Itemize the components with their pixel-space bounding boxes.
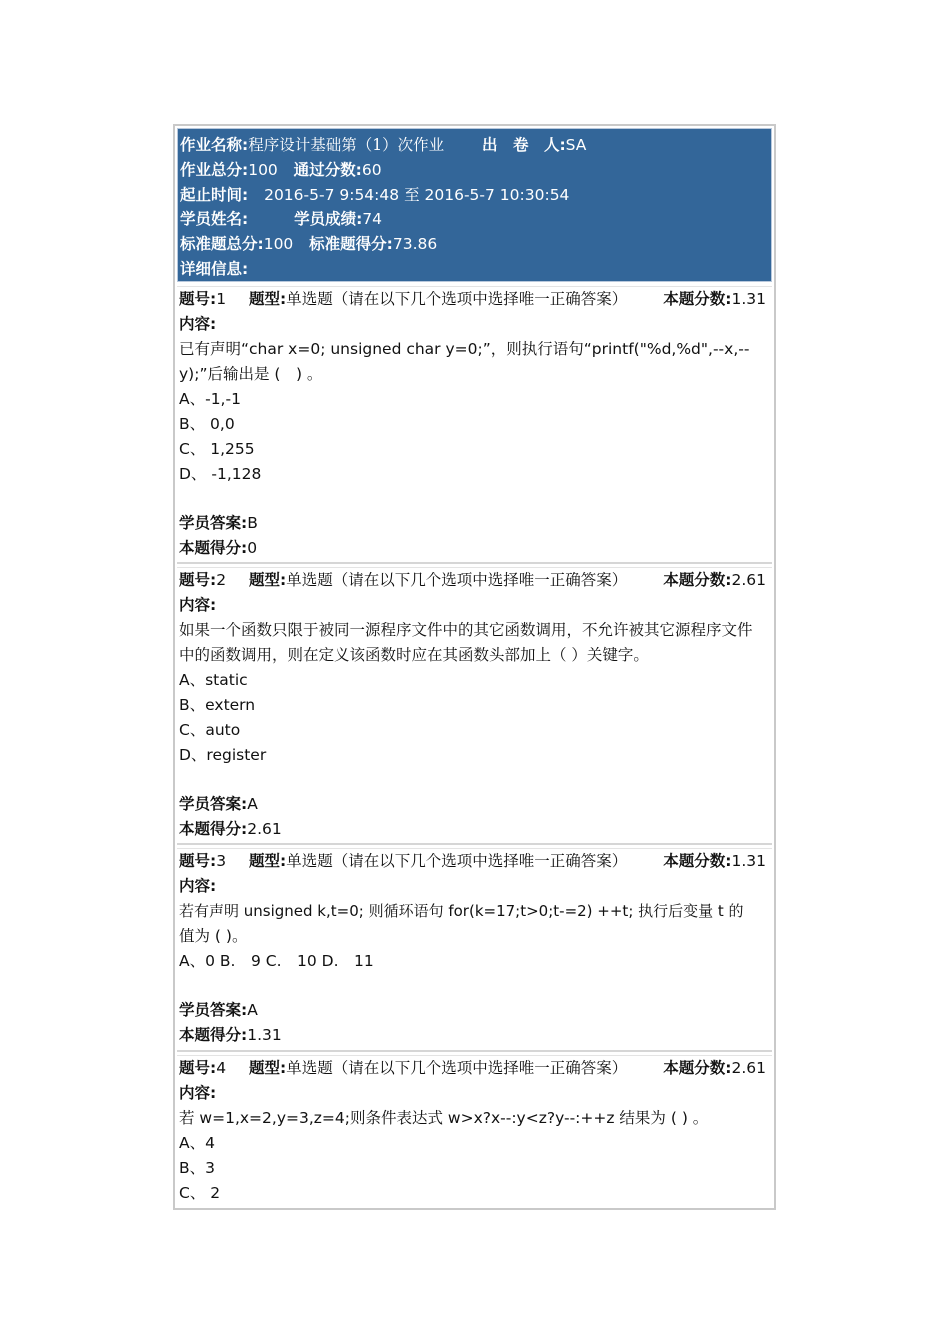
question-3 xyxy=(177,848,772,1052)
question-type-label: 题型: xyxy=(249,1059,287,1077)
student-name-label: 学员姓名: xyxy=(180,210,249,229)
option-b: B、extern xyxy=(179,696,256,714)
question-score-label: 本题分数: xyxy=(663,1059,732,1077)
question-type-label: 题型: xyxy=(249,571,287,589)
question-number: 1 xyxy=(216,290,227,308)
option-d: D、 -1,128 xyxy=(179,465,262,483)
question-score-label: 本题分数: xyxy=(663,852,732,870)
content-label: 内容: xyxy=(179,877,217,895)
detail-label: 详细信息: xyxy=(180,259,249,278)
pass-score-label: 通过分数: xyxy=(293,160,362,179)
question-type: 单选题（请在以下几个选项中选择唯一正确答案） xyxy=(286,290,628,308)
question-1 xyxy=(177,286,772,564)
question-number-label: 题号: xyxy=(179,290,217,308)
content-label: 内容: xyxy=(179,315,217,333)
assignment-name-label: 作业名称: xyxy=(180,136,249,154)
question-got-score xyxy=(179,817,768,842)
question-number-label: 题号: xyxy=(179,1059,217,1077)
header-line-time xyxy=(178,183,771,208)
end-time: 2016-5-7 10:30:54 xyxy=(424,185,570,204)
student-grade-label: 学员成绩: xyxy=(294,210,363,229)
question-type-label: 题型: xyxy=(249,852,287,870)
question-got-score xyxy=(179,536,768,561)
student-answer-label: 学员答案: xyxy=(179,795,248,813)
content-label-line xyxy=(179,1081,768,1106)
option-a: A、static xyxy=(179,671,248,689)
total-score-label: 作业总分: xyxy=(180,160,249,179)
question-header xyxy=(179,287,768,312)
option-d: D、register xyxy=(179,746,267,764)
std-total-label: 标准题总分: xyxy=(180,235,264,254)
got-score-label: 本题得分: xyxy=(179,1026,248,1044)
assignment-sheet xyxy=(173,124,776,1210)
header-line-name xyxy=(178,133,771,158)
question-text-line-1: 若 w=1,x=2,y=3,z=4;则条件表达式 w>x?x--:y<z?y--:++z 结果为 ( ) 。 xyxy=(179,1109,709,1127)
got-score-label: 本题得分: xyxy=(179,820,248,838)
student-answer xyxy=(179,998,768,1023)
question-score-value: 1.31 xyxy=(731,852,766,870)
question-text-line-1: 已有声明“char x=0; unsigned char y=0;”，则执行语句“printf("%d,%d",--x,-- xyxy=(179,340,750,358)
question-text-line-2: 中的函数调用，则在定义该函数时应在其函数头部加上（ ）关键字。 xyxy=(179,646,649,664)
student-answer-label: 学员答案: xyxy=(179,514,248,532)
option-c: C、 1,255 xyxy=(179,440,255,458)
question-number: 2 xyxy=(216,571,227,589)
author-value: SA xyxy=(565,136,587,154)
question-score-value: 2.61 xyxy=(731,1059,766,1077)
content-label: 内容: xyxy=(179,596,217,614)
question-text-line-2: 值为 ( )。 xyxy=(179,927,248,945)
time-label: 起止时间: xyxy=(180,185,249,204)
assignment-header xyxy=(177,128,772,282)
got-score-label: 本题得分: xyxy=(179,539,248,557)
content-label-line xyxy=(179,874,768,899)
question-score xyxy=(663,1056,766,1081)
student-answer xyxy=(179,792,768,817)
start-time: 2016-5-7 9:54:48 xyxy=(264,185,400,204)
std-score-label: 标准题得分: xyxy=(309,235,393,254)
question-number-label: 题号: xyxy=(179,571,217,589)
question-got-score xyxy=(179,1023,768,1048)
question-score-label: 本题分数: xyxy=(663,571,732,589)
author-label: 出 卷 人: xyxy=(481,136,566,154)
student-answer-value: A xyxy=(247,795,258,813)
std-score-value: 73.86 xyxy=(392,235,438,254)
content-label-line xyxy=(179,312,768,337)
header-line-student xyxy=(178,207,771,232)
option-a: A、4 xyxy=(179,1134,215,1152)
time-separator: 至 xyxy=(404,185,420,204)
question-number-label: 题号: xyxy=(179,852,217,870)
option-b: B、3 xyxy=(179,1159,215,1177)
student-answer-label: 学员答案: xyxy=(179,1001,248,1019)
pass-score-value: 60 xyxy=(361,160,382,179)
option-line: A、0 B. 9 C. 10 D. 11 xyxy=(179,952,374,970)
header-line-scores xyxy=(178,158,771,183)
option-c: C、 2 xyxy=(179,1184,221,1202)
question-type: 单选题（请在以下几个选项中选择唯一正确答案） xyxy=(286,1059,628,1077)
got-score-value: 2.61 xyxy=(247,820,282,838)
content-label-line xyxy=(179,593,768,618)
question-number: 4 xyxy=(216,1059,227,1077)
question-type: 单选题（请在以下几个选项中选择唯一正确答案） xyxy=(286,852,628,870)
got-score-value: 0 xyxy=(247,539,258,557)
question-header xyxy=(179,1056,768,1081)
question-score xyxy=(663,849,766,874)
total-score-value: 100 xyxy=(248,160,278,179)
question-header xyxy=(179,568,768,593)
student-answer-value: A xyxy=(247,1001,258,1019)
question-2 xyxy=(177,567,772,845)
question-type-label: 题型: xyxy=(249,290,287,308)
question-score xyxy=(663,287,766,312)
std-total-value: 100 xyxy=(263,235,294,254)
question-header xyxy=(179,849,768,874)
question-score-value: 2.61 xyxy=(731,571,766,589)
question-text-line-2: y);”后输出是 ( ) 。 xyxy=(179,365,323,383)
header-line-detail xyxy=(178,257,771,282)
student-answer xyxy=(179,511,768,536)
question-4 xyxy=(177,1055,772,1205)
header-line-standard xyxy=(178,232,771,257)
question-type: 单选题（请在以下几个选项中选择唯一正确答案） xyxy=(286,571,628,589)
option-b: B、 0,0 xyxy=(179,415,235,433)
student-grade-value: 74 xyxy=(362,210,383,229)
student-answer-value: B xyxy=(247,514,258,532)
question-score xyxy=(663,568,766,593)
question-score-value: 1.31 xyxy=(731,290,766,308)
got-score-value: 1.31 xyxy=(247,1026,282,1044)
content-label: 内容: xyxy=(179,1084,217,1102)
assignment-name: 程序设计基础第（1）次作业 xyxy=(248,136,445,154)
question-text-line-1: 若有声明 unsigned k,t=0; 则循环语句 for(k=17;t>0;t-=2) ++t; 执行后变量 t 的 xyxy=(179,902,744,920)
question-number: 3 xyxy=(216,852,227,870)
option-a: A、-1,-1 xyxy=(179,390,241,408)
question-text-line-1: 如果一个函数只限于被同一源程序文件中的其它函数调用，不允许被其它源程序文件 xyxy=(179,621,753,639)
option-c: C、auto xyxy=(179,721,241,739)
question-score-label: 本题分数: xyxy=(663,290,732,308)
